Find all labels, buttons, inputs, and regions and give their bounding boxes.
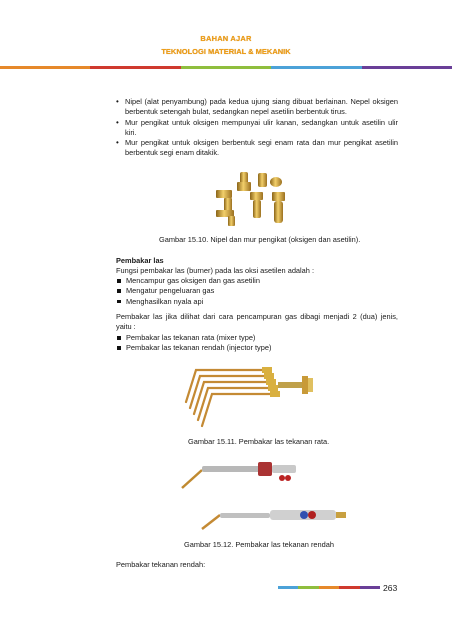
page-number: 263	[383, 583, 398, 593]
functions-list	[116, 276, 398, 307]
figure-caption: Gambar 15.10. Nipel dan mur pengikat (oksigen dan asetilin).	[159, 235, 361, 244]
nipple-fittings-image	[210, 170, 296, 228]
list-item: Menghasilkan nyala api	[116, 297, 398, 307]
bullet-item: • Mur pengikat untuk oksigen mempunyai ulir kanan, sedangkan untuk asetilin ulir kiri.	[116, 118, 398, 139]
footer-color-bar	[278, 586, 380, 589]
figure-caption: Gambar 15.12. Pembakar las tekanan rendah	[184, 540, 334, 549]
list-item: Mengatur pengeluaran gas	[116, 286, 398, 296]
header-color-bar	[0, 66, 452, 69]
bullet-item: • Mur pengikat untuk oksigen berbentuk segi enam rata dan mur pengikat asetilin berbentuk segi enam ditakik.	[116, 138, 398, 159]
closing-text: Pembakar tekanan rendah:	[116, 560, 206, 569]
page-header-subtitle: TEKNOLOGI MATERIAL & MEKANIK	[161, 47, 291, 56]
low-pressure-torch-image-2	[200, 505, 350, 533]
types-paragraph: Pembakar las jika dilihat dari cara pencampuran gas dibagi menjadi 2 (dua) jenis, yaitu :	[116, 312, 398, 332]
list-item: Pembakar las tekanan rendah (injector type)	[116, 343, 398, 353]
page-header-title: BAHAN AJAR	[200, 34, 252, 43]
list-item: Pembakar las tekanan rata (mixer type)	[116, 333, 398, 343]
types-list	[116, 333, 398, 354]
nipple-bullet-list	[116, 97, 398, 159]
section-title: Pembakar las	[116, 256, 164, 265]
mixer-torch-image	[178, 362, 314, 434]
section-intro: Fungsi pembakar las (burner) pada las oksi asetilen adalah :	[116, 266, 315, 275]
list-item: Mencampur gas oksigen dan gas asetilin	[116, 276, 398, 286]
bullet-item: • Nipel (alat penyambung) pada kedua ujung siang dibuat berlainan. Nepel oksigen berbentuk setengah bulat, sedangkan nepel asetilin berbentuk tirus.	[116, 97, 398, 118]
low-pressure-torch-image-1	[180, 456, 300, 496]
figure-caption: Gambar 15.11. Pembakar las tekanan rata.	[188, 437, 330, 446]
